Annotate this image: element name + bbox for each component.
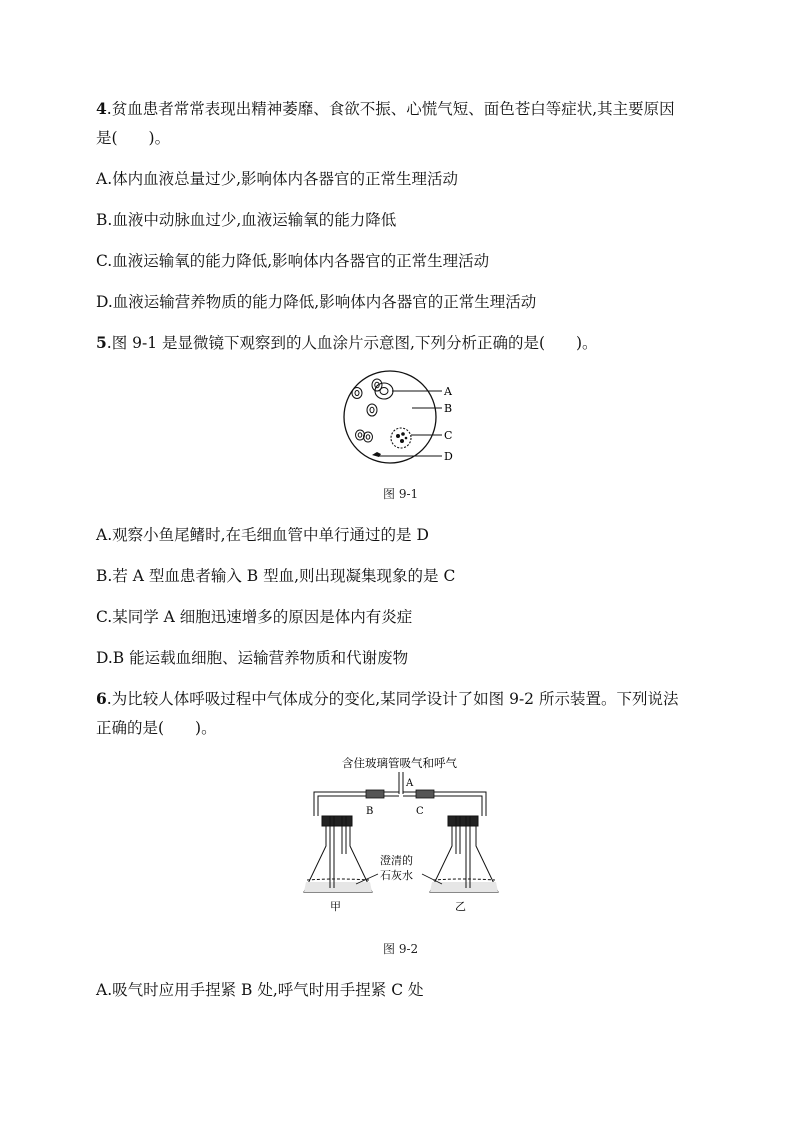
right-flask — [430, 816, 498, 892]
q5-option-b: B.若 A 型血患者输入 B 型血,则出现凝集现象的是 C — [96, 567, 456, 585]
q5-option-d: D.B 能运载血细胞、运输营养物质和代谢废物 — [96, 649, 409, 667]
clamp-point-c — [416, 790, 434, 798]
figure-9-1-blood-smear — [330, 365, 470, 471]
fig92-liquid-label-1: 澄清的 — [380, 854, 413, 867]
q6-stem-line2: 正确的是( )。 — [96, 719, 217, 737]
q4-stem-line1 — [96, 99, 675, 119]
q4-option-b: B.血液中动脉血过少,血液运输氧的能力降低 — [96, 211, 397, 229]
figure-9-1-caption: 图 9-1 — [383, 487, 419, 501]
q4-number: 4 — [96, 99, 107, 118]
fig92-right-flask-label: 乙 — [455, 900, 466, 913]
q5-stem-text: .图 9-1 是显微镜下观察到的人血涂片示意图,下列分析正确的是( )。 — [106, 334, 598, 352]
fig92-label-a: A — [406, 778, 414, 789]
q4-stem-text: .贫血患者常常表现出精神萎靡、食欲不振、心慌气短、面色苍白等症状,其主要原因 — [106, 100, 675, 118]
fig92-left-flask-label: 甲 — [330, 900, 341, 913]
fig92-label-c: C — [416, 806, 424, 817]
q4-stem-line2: 是( )。 — [96, 129, 171, 147]
fig92-liquid-label-2: 石灰水 — [380, 869, 413, 882]
fig91-label-c: C — [444, 429, 453, 442]
cell-c-white-blood-cell — [391, 428, 411, 448]
left-flask — [304, 816, 372, 892]
fig91-label-d: D — [444, 450, 453, 463]
fig91-label-b: B — [444, 402, 453, 415]
q4-option-d: D.血液运输营养物质的能力降低,影响体内各器官的正常生理活动 — [96, 293, 537, 311]
q4-option-a: A.体内血液总量过少,影响体内各器官的正常生理活动 — [96, 170, 459, 188]
fig92-label-b: B — [366, 806, 374, 817]
q6-stem-line1 — [96, 689, 678, 709]
q5-stem — [96, 333, 598, 353]
q6-stem-text: .为比较人体呼吸过程中气体成分的变化,某同学设计了如图 9-2 所示装置。下列说法 — [106, 690, 679, 708]
figure-9-2-caption: 图 9-2 — [383, 942, 419, 956]
q4-option-c: C.血液运输氧的能力降低,影响体内各器官的正常生理活动 — [96, 252, 490, 270]
q6-number: 6 — [96, 689, 107, 708]
q5-option-a: A.观察小鱼尾鳍时,在毛细血管中单行通过的是 D — [96, 526, 429, 544]
fig92-top-label: 含住玻璃管吸气和呼气 — [342, 756, 457, 770]
q5-number: 5 — [96, 333, 107, 352]
clamp-point-b — [366, 790, 384, 798]
q5-option-c: C.某同学 A 细胞迅速增多的原因是体内有炎症 — [96, 608, 413, 626]
fig91-label-a: A — [444, 385, 452, 398]
q6-option-a: A.吸气时应用手捏紧 B 处,呼气时用手捏紧 C 处 — [96, 981, 424, 999]
figure-9-2-breathing-apparatus — [300, 752, 500, 914]
red-blood-cells — [352, 379, 382, 442]
